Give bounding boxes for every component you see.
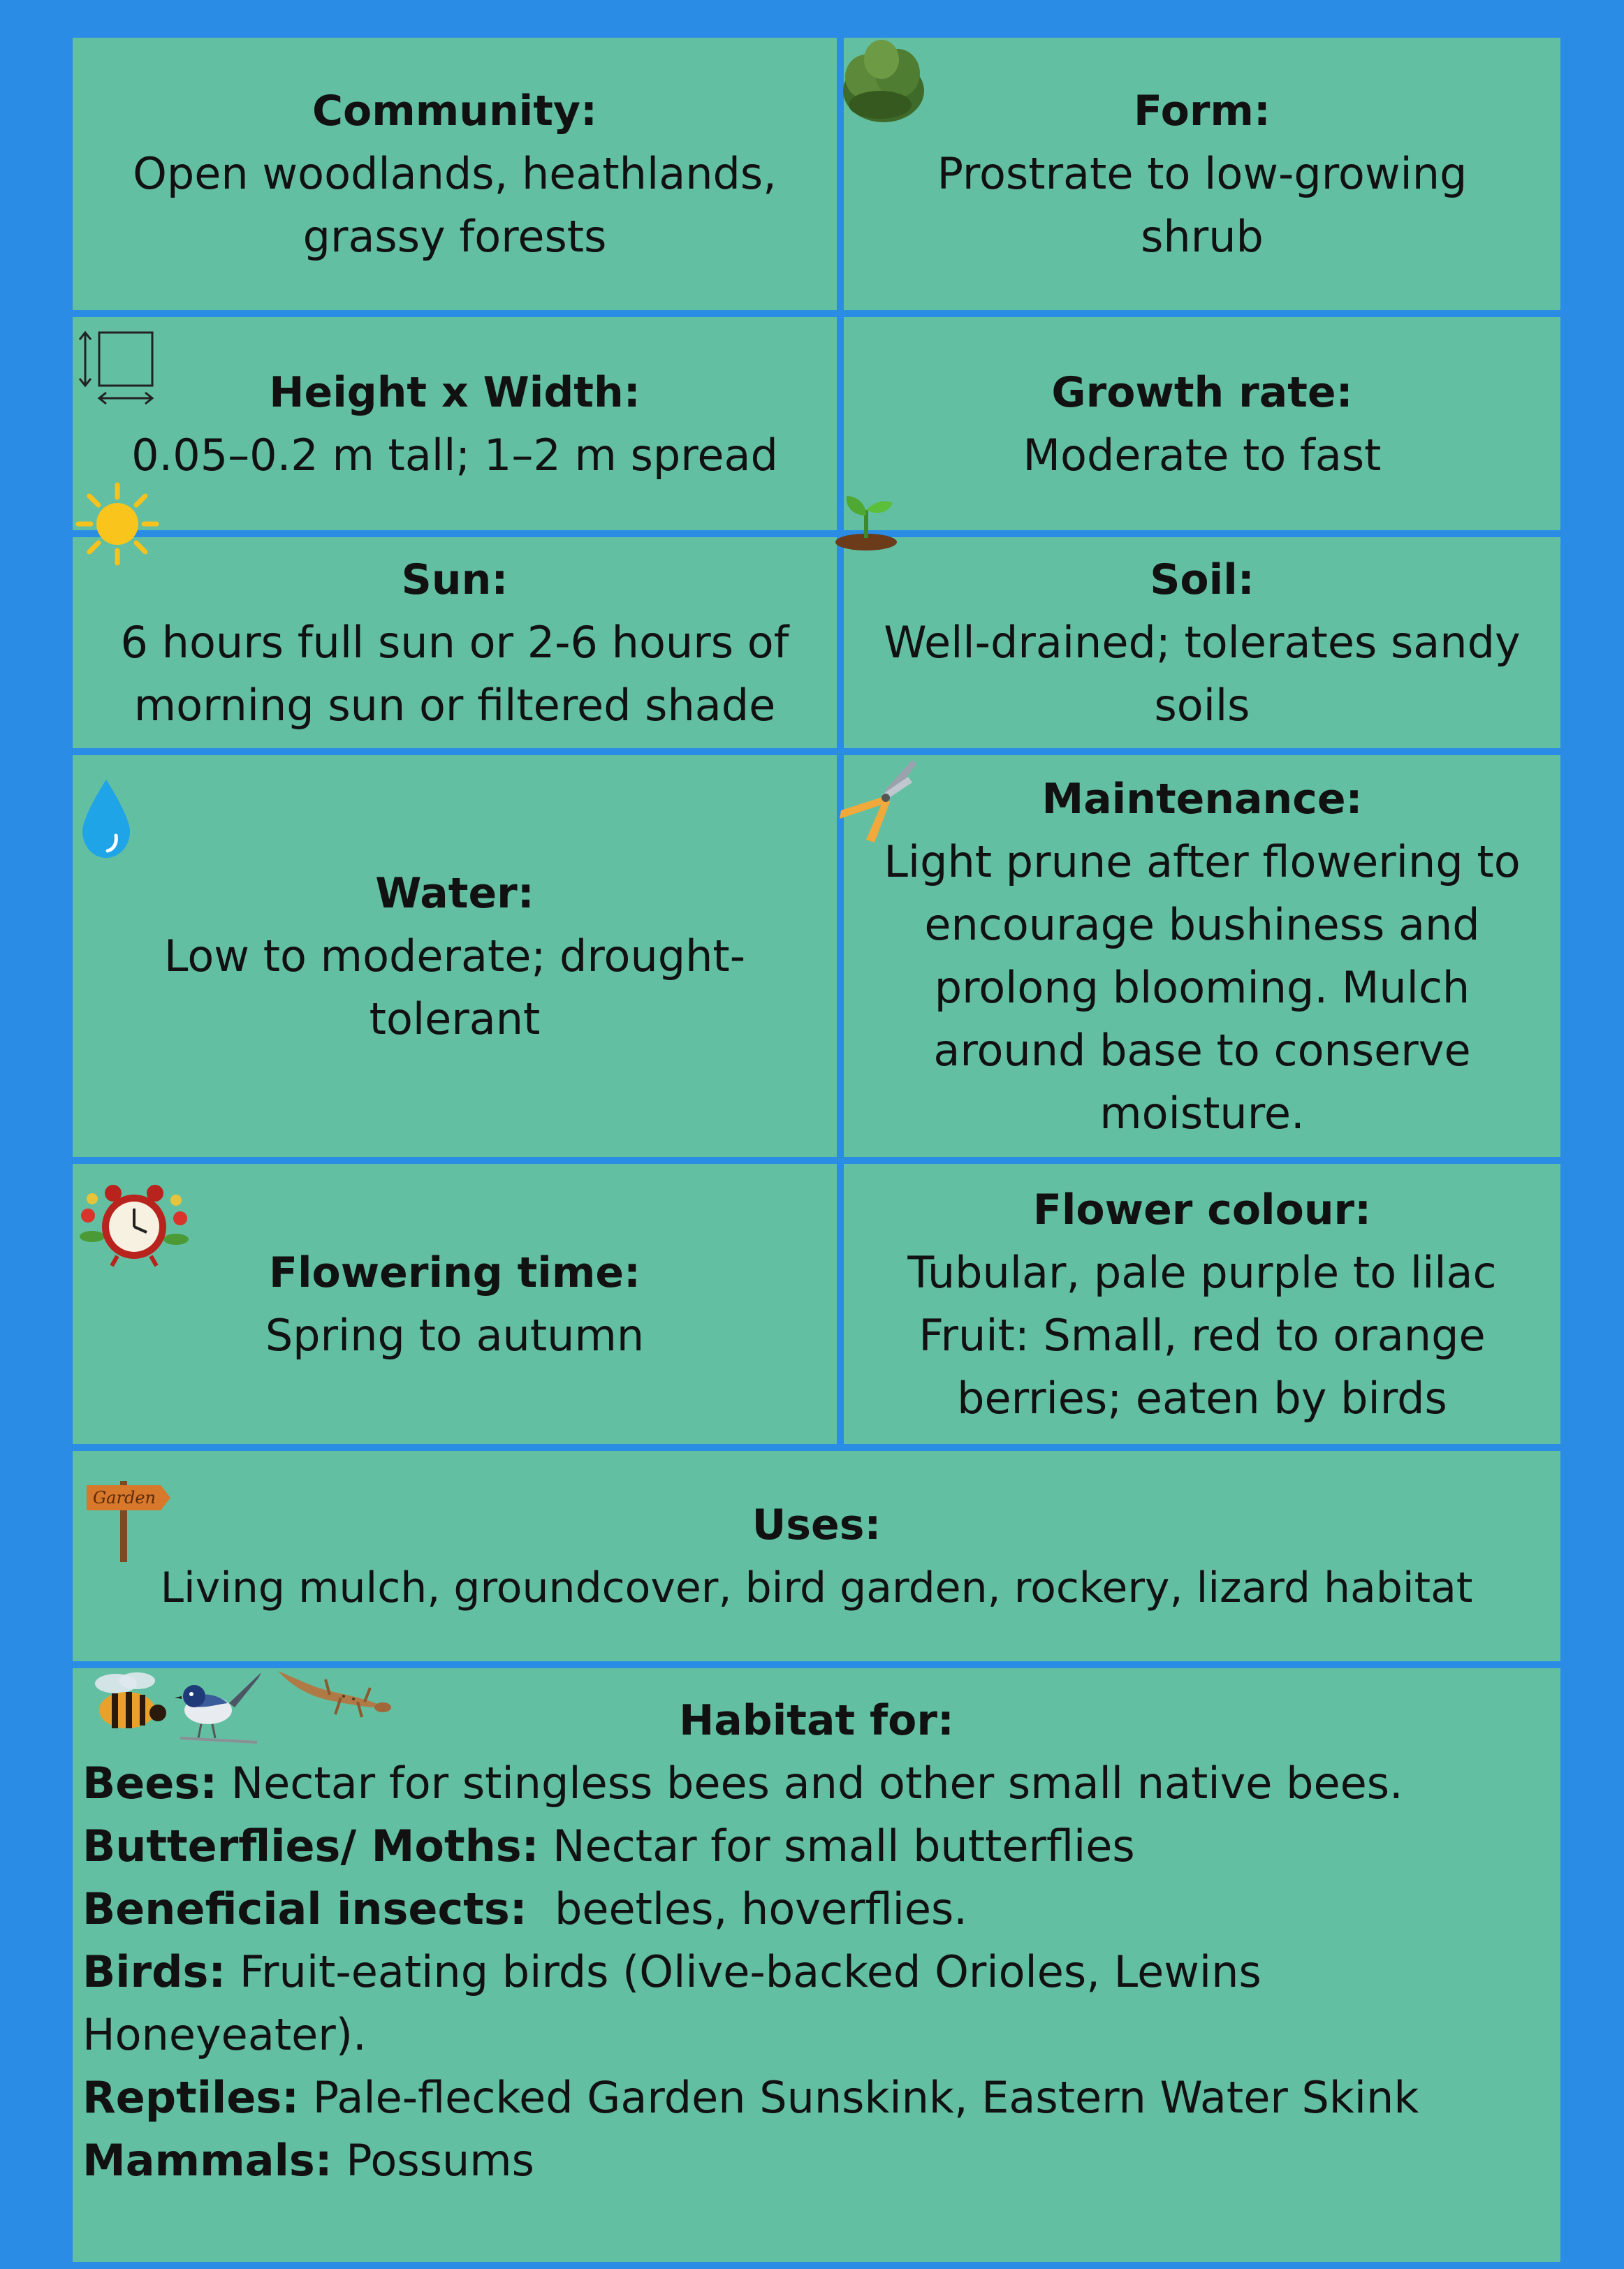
growth-rate-cell — [844, 317, 1560, 530]
sun-text: 6 hours full sun or 2-6 hours of morning sun or filtered shade — [120, 617, 789, 731]
flowering-time-title: Flowering time: — [268, 1248, 641, 1297]
habitat-label: Reptiles: — [82, 2072, 300, 2123]
habitat-row-beneficial-insects — [82, 1878, 1551, 1941]
habitat-row-bees — [82, 1752, 1551, 1815]
habitat-label: Butterflies/ Moths: — [82, 1821, 539, 1872]
bird-icon — [173, 1668, 264, 1745]
water-title: Water: — [375, 868, 534, 918]
lizard-icon — [274, 1664, 393, 1720]
habitat-text: Nectar for stingless bees and other small native bees. — [217, 1758, 1403, 1809]
habitat-label: Mammals: — [82, 2135, 332, 2186]
habitat-row-reptiles — [82, 2066, 1551, 2129]
habitat-row-birds — [82, 1941, 1410, 2066]
flower-colour-title: Flower colour: — [1032, 1185, 1372, 1234]
community-title: Community: — [312, 87, 598, 136]
habitat-title: Habitat for: — [679, 1696, 954, 1745]
uses-title: Uses: — [752, 1500, 882, 1549]
soil-title: Soil: — [1150, 555, 1254, 604]
flower-colour-line1: Tubular, pale purple to lilac — [907, 1246, 1497, 1298]
bee-icon — [85, 1667, 169, 1744]
garden-sign-text: Garden — [93, 1488, 156, 1508]
habitat-row-mammals — [82, 2129, 1551, 2192]
alarm-clock-icon — [78, 1181, 190, 1271]
garden-sign-icon — [84, 1474, 175, 1565]
sun-cell — [73, 537, 837, 748]
habitat-label: Beneficial insects: — [82, 1883, 527, 1934]
maintenance-cell — [844, 755, 1560, 1157]
water-drop-icon — [78, 777, 134, 861]
community-cell — [73, 38, 837, 310]
form-text: Prostrate to low-growing shrub — [937, 148, 1468, 262]
height-width-cell — [73, 317, 837, 530]
dimensions-icon — [73, 328, 156, 412]
seedling-icon — [833, 481, 902, 550]
flowering-time-text: Spring to autumn — [265, 1309, 645, 1361]
habitat-text: Pale-flecked Garden Sunskink, Eastern Water Skink — [299, 2072, 1419, 2123]
flower-colour-line2: Fruit: Small, red to orange berries; eaten by birds — [919, 1309, 1486, 1424]
habitat-text: beetles, hoverflies. — [527, 1883, 968, 1934]
sun-title: Sun: — [401, 555, 509, 604]
habitat-text: Nectar for small butterflies — [539, 1821, 1135, 1872]
growth-rate-text: Moderate to fast — [1023, 429, 1382, 481]
shrub-icon — [838, 35, 929, 126]
uses-cell — [73, 1451, 1560, 1661]
habitat-row-butterflies — [82, 1815, 1551, 1878]
maintenance-text: Light prune after flowering to encourage bushiness and prolong blooming. Mulch around base to conserve moisture. — [884, 836, 1521, 1139]
form-title: Form: — [1134, 87, 1271, 136]
soil-text: Well-drained; tolerates sandy soils — [884, 617, 1521, 731]
community-text: Open woodlands, heathlands, grassy forests — [133, 148, 777, 262]
growth-rate-title: Growth rate: — [1051, 367, 1353, 417]
water-cell — [73, 755, 837, 1157]
habitat-label: Bees: — [82, 1758, 218, 1809]
soil-cell — [844, 537, 1560, 748]
water-text: Low to moderate; drought-tolerant — [163, 930, 746, 1044]
form-cell — [844, 38, 1560, 310]
height-width-text: 0.05–0.2 m tall; 1–2 m spread — [131, 429, 778, 481]
height-width-title: Height x Width: — [269, 367, 641, 417]
pruners-icon — [835, 756, 919, 847]
flower-colour-cell — [844, 1164, 1560, 1444]
habitat-text: Possums — [332, 2135, 534, 2186]
habitat-cell — [73, 1668, 1560, 2262]
habitat-label: Birds: — [82, 1946, 226, 1997]
uses-text: Living mulch, groundcover, bird garden, rockery, lizard habitat — [160, 1563, 1473, 1612]
maintenance-title: Maintenance: — [1041, 774, 1363, 824]
sun-icon — [75, 482, 159, 566]
habitat-text: Fruit-eating birds (Olive-backed Orioles, Lewins Honeyeater). — [82, 1946, 1261, 2060]
